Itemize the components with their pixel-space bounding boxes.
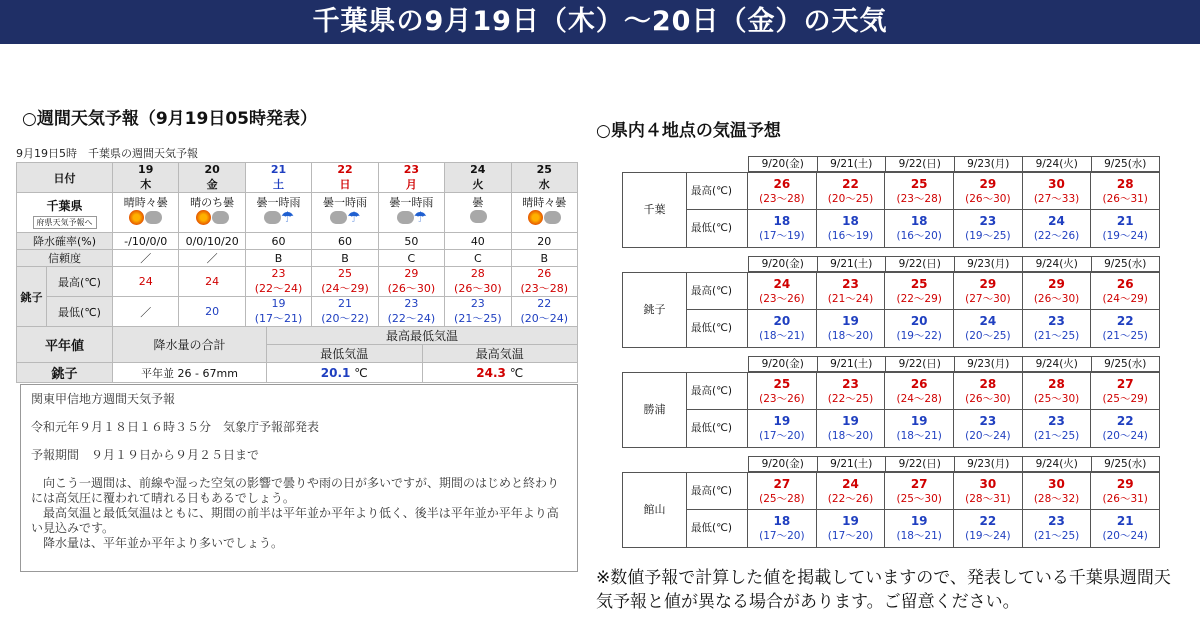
cloudy-icon xyxy=(544,211,561,224)
min-label: 最低(℃) xyxy=(687,510,748,547)
min-temp-cell: 23 (20〜24) xyxy=(953,410,1022,447)
pref-cell xyxy=(17,193,113,233)
precip-header: 降水量の合計 xyxy=(113,327,267,363)
day-20: 20 金 xyxy=(179,163,245,193)
max-label: 最高(℃) xyxy=(687,273,748,310)
normal-min-value: 20.1 ℃ xyxy=(267,363,423,383)
kanto-para-3: 降水量は、平年並か平年より多いでしょう。 xyxy=(31,536,284,550)
cloudy-icon xyxy=(397,211,414,224)
date-cell: 9/23(月) xyxy=(955,456,1024,472)
location-table xyxy=(622,256,1160,348)
weekly-table xyxy=(16,162,578,327)
max-temp-cell: 29 (26〜31) xyxy=(1090,473,1159,509)
location-name: 千葉 xyxy=(623,173,687,247)
date-header xyxy=(748,156,1160,172)
reliability-label: 信頼度 xyxy=(17,250,113,267)
pref-forecast-link[interactable]: 府県天気予報へ xyxy=(33,216,97,229)
day-19: 19 木 xyxy=(113,163,179,193)
day-23: 23 月 xyxy=(378,163,444,193)
pop-label: 降水確率(%) xyxy=(17,233,113,250)
kanto-forecast-text xyxy=(20,384,578,572)
min-cell: 22 (20〜24) xyxy=(511,297,577,327)
weather-cell: 曇一時雨 ☂ xyxy=(312,193,378,233)
max-cell: 24 xyxy=(113,267,179,297)
location-table xyxy=(622,156,1160,248)
max-temp-cell: 28 (26〜31) xyxy=(1090,173,1159,209)
date-cell: 9/21(土) xyxy=(818,256,887,272)
min-temp-cell: 22 (21〜25) xyxy=(1090,310,1159,347)
normal-header: 平年値 xyxy=(17,327,113,363)
cloudy-icon xyxy=(330,211,347,224)
max-cell: 24 xyxy=(179,267,245,297)
min-temp-cell: 21 (19〜24) xyxy=(1090,210,1159,247)
cloudy-icon xyxy=(470,210,487,223)
date-cell: 9/24(火) xyxy=(1023,156,1092,172)
reliability-value: C xyxy=(378,250,444,267)
pop-value: 20 xyxy=(511,233,577,250)
temp-header: 最高最低気温 xyxy=(267,327,578,345)
max-temp-cell: 25 (23〜28) xyxy=(884,173,953,209)
cloudy-icon xyxy=(145,211,162,224)
max-temp-cell: 26 (24〜28) xyxy=(884,373,953,409)
min-temp-row xyxy=(17,297,578,327)
min-temp-cell: 19 (18〜20) xyxy=(816,410,885,447)
max-temp-cell: 30 (27〜33) xyxy=(1022,173,1091,209)
min-label: 最低(℃) xyxy=(687,210,748,247)
date-cell: 9/20(金) xyxy=(748,156,818,172)
normal-max-value: 24.3 ℃ xyxy=(422,363,578,383)
reliability-value: B xyxy=(511,250,577,267)
min-cell: 21 (20〜22) xyxy=(312,297,378,327)
sunny-icon xyxy=(196,210,211,225)
day-24: 24 火 xyxy=(445,163,511,193)
min-temp-cell: 18 (16〜20) xyxy=(884,210,953,247)
min-temp-cell: 20 (19〜22) xyxy=(884,310,953,347)
reliability-row xyxy=(17,250,578,267)
min-temp-cell: 18 (17〜20) xyxy=(759,514,805,542)
max-cell: 28 (26〜30) xyxy=(445,267,511,297)
date-header xyxy=(748,256,1160,272)
max-temp-cell: 23 (22〜25) xyxy=(816,373,885,409)
date-cell: 9/20(金) xyxy=(748,356,818,372)
max-temp-cell: 25 (22〜29) xyxy=(884,273,953,309)
min-temp-cell: 18 (17〜19) xyxy=(759,214,805,242)
min-temp-cell: 19 (17〜20) xyxy=(759,414,805,442)
min-temp-cell: 18 (16〜19) xyxy=(816,210,885,247)
location-table xyxy=(622,456,1160,548)
kanto-issued: 令和元年９月１８日１６時３５分 気象庁予報部発表 xyxy=(31,420,320,434)
reliability-value: C xyxy=(445,250,511,267)
min-temp-cell: 24 (22〜26) xyxy=(1022,210,1091,247)
date-header xyxy=(748,356,1160,372)
date-cell: 9/24(火) xyxy=(1023,356,1092,372)
kanto-title: 関東甲信地方週間天気予報 xyxy=(31,392,176,406)
normal-max-header: 最高気温 xyxy=(422,345,578,363)
date-row xyxy=(17,163,578,193)
max-label: 最高(℃) xyxy=(47,267,113,297)
footnote: ※数値予報で計算した値を掲載していますので、発表している千葉県週間天気予報と値が異なる場合があります。ご留意ください。 xyxy=(596,568,1171,612)
weather-cell: 晴時々曇 xyxy=(113,193,179,233)
max-temp-cell: 30 (28〜32) xyxy=(1022,473,1091,509)
date-cell: 9/25(水) xyxy=(1092,156,1161,172)
location-name: 勝浦 xyxy=(623,373,687,447)
umbrella-icon: ☂ xyxy=(413,207,428,226)
locations-section-title: ○県内４地点の気温予想 xyxy=(596,121,781,141)
date-cell: 9/22(日) xyxy=(886,256,955,272)
pop-row xyxy=(17,233,578,250)
max-temp-cell: 25 (23〜26) xyxy=(759,377,805,405)
reliability-value: B xyxy=(245,250,311,267)
max-temp-cell: 29 (26〜30) xyxy=(953,173,1022,209)
max-temp-cell: 30 (28〜31) xyxy=(953,473,1022,509)
sunny-icon xyxy=(528,210,543,225)
max-temp-cell: 26 (23〜28) xyxy=(759,177,805,205)
min-label: 最低(℃) xyxy=(687,410,748,447)
page-banner-title: 千葉県の9月19日（木）〜20日（金）の天気 xyxy=(0,0,1200,44)
date-cell: 9/23(月) xyxy=(955,356,1024,372)
date-cell: 9/23(月) xyxy=(955,256,1024,272)
max-temp-row xyxy=(17,267,578,297)
max-temp-cell: 29 (26〜30) xyxy=(1022,273,1091,309)
max-temp-cell: 24 (22〜26) xyxy=(816,473,885,509)
max-label: 最高(℃) xyxy=(687,473,748,510)
date-label: 日付 xyxy=(17,163,113,193)
min-temp-cell: 19 (17〜20) xyxy=(816,510,885,547)
date-cell: 9/25(水) xyxy=(1092,256,1161,272)
pop-value: -/10/0/0 xyxy=(113,233,179,250)
kanto-para-1: 向こう一週間は、前線や湿った空気の影響で曇りや雨の日が多いですが、期間のはじめと終わりには高気圧に覆われて晴れる日もあるでしょう。 xyxy=(31,476,560,505)
date-cell: 9/22(日) xyxy=(886,356,955,372)
max-temp-cell: 27 (25〜28) xyxy=(759,477,805,505)
max-temp-cell: 28 (26〜30) xyxy=(953,373,1022,409)
min-temp-cell: 22 (20〜24) xyxy=(1090,410,1159,447)
min-cell: 19 (17〜21) xyxy=(245,297,311,327)
max-temp-cell: 22 (20〜25) xyxy=(816,173,885,209)
umbrella-icon: ☂ xyxy=(347,207,361,226)
date-cell: 9/23(月) xyxy=(955,156,1024,172)
max-temp-cell: 28 (25〜30) xyxy=(1022,373,1091,409)
min-cell: 23 (22〜24) xyxy=(378,297,444,327)
weekly-forecast xyxy=(16,146,578,383)
kanto-para-2: 最高気温と最低気温はともに、期間の前半は平年並か平年より低く、後半は平年並か平年より高い見込みです。 xyxy=(31,506,559,535)
min-temp-cell: 23 (21〜25) xyxy=(1022,510,1091,547)
date-cell: 9/20(金) xyxy=(748,256,818,272)
date-cell: 9/21(土) xyxy=(818,156,887,172)
pop-value: 60 xyxy=(245,233,311,250)
day-21: 21 土 xyxy=(245,163,311,193)
date-cell: 9/22(日) xyxy=(886,156,955,172)
cloudy-icon xyxy=(264,211,281,224)
max-temp-cell: 27 (25〜29) xyxy=(1090,373,1159,409)
sunny-icon xyxy=(129,210,144,225)
weather-cell: 晴時々曇 xyxy=(511,193,577,233)
min-cell: ／ xyxy=(113,297,179,327)
reliability-value: ／ xyxy=(113,250,179,267)
normal-values-table xyxy=(16,326,578,383)
date-cell: 9/21(土) xyxy=(818,456,887,472)
min-temp-cell: 21 (20〜24) xyxy=(1090,510,1159,547)
date-cell: 9/25(水) xyxy=(1092,356,1161,372)
max-temp-cell: 27 (25〜30) xyxy=(884,473,953,509)
cloudy-icon xyxy=(212,211,229,224)
min-temp-cell: 23 (19〜25) xyxy=(953,210,1022,247)
day-25: 25 水 xyxy=(511,163,577,193)
normal-min-header: 最低気温 xyxy=(267,345,423,363)
normal-precip: 平年並 26 - 67mm xyxy=(113,363,267,383)
max-temp-cell: 24 (23〜26) xyxy=(759,277,805,305)
pop-value: 50 xyxy=(378,233,444,250)
min-label: 最低(℃) xyxy=(687,310,748,347)
reliability-value: ／ xyxy=(179,250,245,267)
date-cell: 9/24(火) xyxy=(1023,256,1092,272)
min-label: 最低(℃) xyxy=(47,297,113,327)
date-cell: 9/25(水) xyxy=(1092,456,1161,472)
pop-value: 60 xyxy=(312,233,378,250)
max-cell: 26 (23〜28) xyxy=(511,267,577,297)
date-cell: 9/22(日) xyxy=(886,456,955,472)
min-temp-cell: 20 (18〜21) xyxy=(759,314,805,342)
weather-row xyxy=(17,193,578,233)
min-temp-cell: 24 (20〜25) xyxy=(953,310,1022,347)
kanto-period: 予報期間 ９月１９日から９月２５日まで xyxy=(31,448,260,462)
location-table xyxy=(622,356,1160,448)
min-temp-cell: 19 (18〜20) xyxy=(816,310,885,347)
weekly-issued: 9月19日5時 千葉県の週間天気予報 xyxy=(16,147,198,160)
min-temp-cell: 23 (21〜25) xyxy=(1022,410,1091,447)
date-header xyxy=(748,456,1160,472)
weather-cell: 曇一時雨 ☂ xyxy=(245,193,311,233)
max-cell: 25 (24〜29) xyxy=(312,267,378,297)
day-22: 22 日 xyxy=(312,163,378,193)
pop-value: 0/0/10/20 xyxy=(179,233,245,250)
max-temp-cell: 23 (21〜24) xyxy=(816,273,885,309)
umbrella-icon: ☂ xyxy=(280,207,295,226)
weather-cell: 晴のち曇 xyxy=(179,193,245,233)
min-cell: 23 (21〜25) xyxy=(445,297,511,327)
max-label: 最高(℃) xyxy=(687,173,748,210)
min-temp-cell: 22 (19〜24) xyxy=(953,510,1022,547)
max-temp-cell: 26 (24〜29) xyxy=(1090,273,1159,309)
weather-cell: 曇 xyxy=(445,193,511,233)
location-name: 館山 xyxy=(623,473,687,547)
reliability-value: B xyxy=(312,250,378,267)
min-temp-cell: 19 (18〜21) xyxy=(884,510,953,547)
normal-city: 銚子 xyxy=(17,363,113,383)
weather-cell: 曇一時雨 ☂ xyxy=(378,193,444,233)
max-label: 最高(℃) xyxy=(687,373,748,410)
weekly-section-title: ○週間天気予報（9月19日05時発表） xyxy=(22,109,317,129)
max-temp-cell: 29 (27〜30) xyxy=(953,273,1022,309)
max-cell: 23 (22〜24) xyxy=(245,267,311,297)
max-cell: 29 (26〜30) xyxy=(378,267,444,297)
date-cell: 9/24(火) xyxy=(1023,456,1092,472)
location-name: 銚子 xyxy=(623,273,687,347)
date-cell: 9/20(金) xyxy=(748,456,818,472)
min-temp-cell: 23 (21〜25) xyxy=(1022,310,1091,347)
date-cell: 9/21(土) xyxy=(818,356,887,372)
min-temp-cell: 19 (18〜21) xyxy=(884,410,953,447)
min-cell: 20 xyxy=(179,297,245,327)
pop-value: 40 xyxy=(445,233,511,250)
city-label: 銚子 xyxy=(17,267,47,327)
pref-name: 千葉県 xyxy=(46,198,83,213)
